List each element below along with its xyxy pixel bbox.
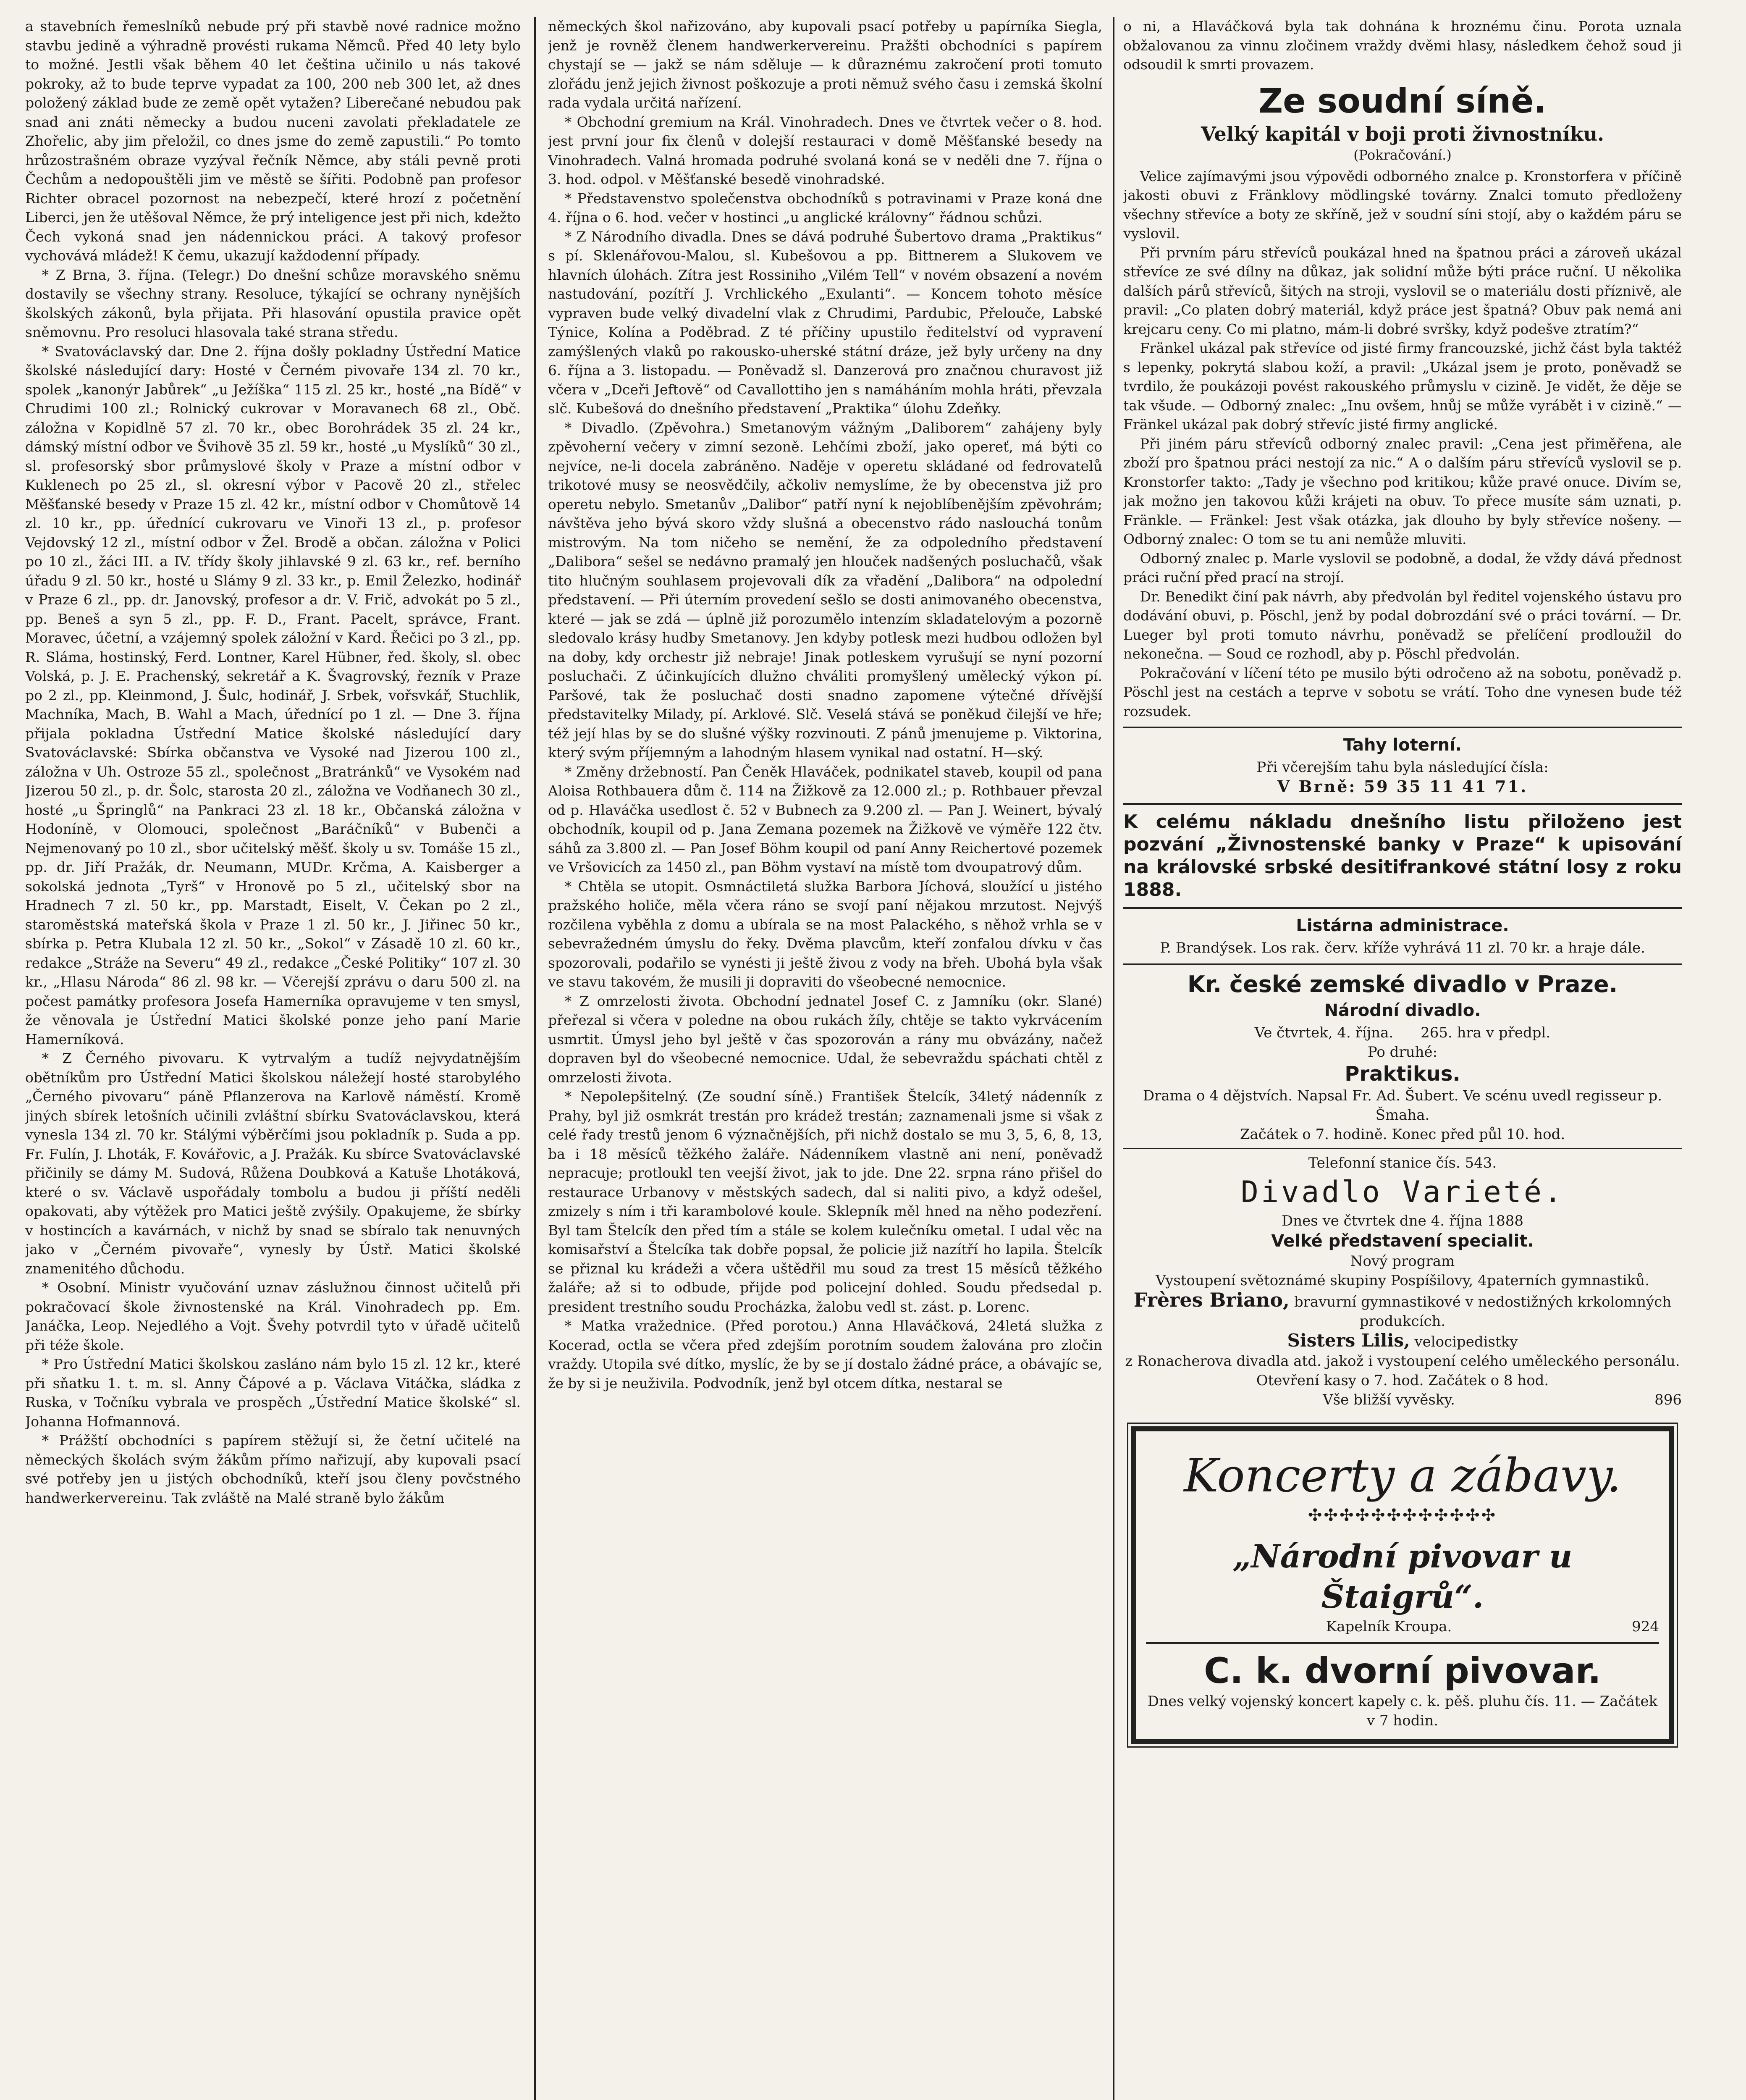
article-paragraph: Při prvním páru střevíců poukázal hned na špatnou práci a zároveň ukázal střevíce ze své dílny na důkaz, jak solidní může býti práce ruční. U několika dalších párů střevíců, šitých na stroji, vyslovil se o materiálu dosti příznivě, ale pravil: „Co platen dobrý materiál, když práce jest špatná? Obuv pak nemá ani krejcaru ceny. Co mi platno, mám-li dobré svršky, když podešve ztratím?“: [1123, 244, 1682, 337]
article-paragraph: * Prážští obchodníci s papírem stěžují si, že četní učitelé na německých školách svým žákům přímo nařizují, aby kupovali psací své potřeby jen u jistých obchodníků, kteří jsou členy povčstného handwerkervereinu. Tak zvláště na Malé straně bylo žákům: [25, 1432, 521, 1506]
article-paragraph: Dr. Benedikt činí pak návrh, aby předvolán byl ředitel vojenského ústavu pro dodávání obuvi, p. Pöschl, jenž by podal dobrozdání své o práci tovární. — Dr. Lueger byl proti tomuto návrhu, poněvadž se přelíčení prodloužil do nekonečna. — Soud ce rozhodl, aby p. Pöschl předvolán.: [1123, 588, 1682, 662]
article-paragraph: německých škol nařizováno, aby kupovali psací potřeby u papírníka Siegla, jenž je rovněž členem handwerkervereinu. Pražšti obchodníci s papírem chystají se — jakž se nám sděluje — k důraznému zakročení proti tomuto zlořádu jenž jejich živnost poškozuje a proti němuž svého času i zemská školní rada vydala určitá nařízení.: [548, 18, 1102, 111]
article-paragraph: * Osobní. Ministr vyučování uznav záslužnou činnost učitelů při pokračovací škole živnostenské na Král. Vinohradech pp. Em. Janáčka, Leop. Nejedlého a Vojt. Švehy potvrdil tyto v úřadě učitelů při téže škole.: [25, 1279, 521, 1353]
court-brewery-text: Dnes velký vojenský koncert kapely c. k. pěš. pluhu čís. 11. — Začátek v 7 hodin.: [1147, 1693, 1658, 1729]
section-title: Ze soudní síně.: [1258, 81, 1547, 121]
column-2: [548, 17, 1102, 2100]
column-divider: [1113, 17, 1114, 2100]
article-paragraph: Pokračování v líčení této pe musilo býti odročeno až na sobotu, poněvadž p. Pöschl jest na cestách a teprve v sobotu se vrátí. Toho dne vynesen bude též rozsudek.: [1123, 664, 1682, 719]
theatre-show-number: 265. hra v předpl.: [1421, 1024, 1551, 1041]
variete-date: Dnes ve čtvrtek dne 4. října 1888: [1281, 1213, 1524, 1229]
theatre-subtitle: Národní divadlo.: [1324, 1001, 1481, 1020]
bandmaster: Kapelník Kroupa.: [1326, 1618, 1452, 1635]
horizontal-rule: [1123, 907, 1682, 909]
article-paragraph: Fränkel ukázal pak střevíce od jisté firmy francouzské, jichž část byla taktéž s lepenky, pokrytá slabou koží, a pravil: „Ukázal jsem je proto, poněvadž se tvrdilo, že poukázoji povést rakouského průmyslu v cizině. Je vidět, že děje se tak všude. — Odborný znalec: „Inu ovšem, hnůj se může vyrábět i v cizině.“ — Fränkel ukázal pak dobrý střevíc jisté firmy anglické.: [1123, 340, 1682, 433]
column-2-text: [548, 17, 1102, 1393]
article-paragraph: a stavebních řemeslníků nebude prý při stavbě nové radnice možno stavbu jedině a výhradně provésti rukama Němců. Před 40 lety bylo to možné. Jestli však během 40 let čeština učinilo u nás takové pokroky, až to bude teprve vypadat za 100, 200 neb 300 let, až dnes položený základ bude ze země opět vytažen? Liberečané nebudou pak snad ani znáti německy a budou nuceni zavolati překladatele ze Zhořelic, aby jim přeložil, co dnes jsme do země zapustili.“ Po tomto hrůzostrašném obraze vyzýval řečník Němce, aby stáli pevně proti Čechům a nedopouštěli jim ve městě se šířiti. Podobně pan profesor Richter obracel pozornost na nebezpečí, které hrozí z početnění Liberci, jen že utěšoval Němce, že prý inteligence jest při nich, kdežto Čech vykoná snad jen nádennickou práci. A takový profesor vychovává mládež! K čemu, ukazují každodenní případy.: [25, 18, 521, 264]
phone-number: Telefonní stanice čís. 543.: [1308, 1155, 1497, 1171]
section-subtitle: Velký kapitál v boji proti živnostníku.: [1201, 122, 1604, 145]
article-paragraph: * Představenstvo společenstva obchodníků s potravinami v Praze koná dne 4. října o 6. hod. večer v hostinci „u anglické královny“ řádnou schůzi.: [548, 190, 1102, 226]
variete-lilie-desc: velocipedistky: [1414, 1334, 1518, 1350]
variete-program: Nový program: [1350, 1253, 1455, 1270]
court-brewery-title: C. k. dvorní pivovar.: [1204, 1650, 1601, 1691]
variete-briano: Frères Briano,: [1133, 1289, 1290, 1311]
article-paragraph: Při jiném páru střevíců odborný znalec pravil: „Cena jest přiměřena, ale zboží pro špatnou práci nestojí za nic.“ A o dalším páru střevíců vyslovil se p. Kronstorfer takto: „Tady je všechno pod kritikou; kůže pravé onuce. Divím se, jak možno jen takovou kůži krájeti na obuv. To přece musíte sám uznati, p. Fränkle. — Fränkel: Jest však otázka, jak dlouho by byly střevíce nošeny. — Odborný znalec: O tom se tu ani nemůže mluviti.: [1123, 435, 1682, 547]
variete-title: Divadlo Varieté.: [1240, 1175, 1565, 1209]
ad-reference-number: 896: [1654, 1391, 1682, 1408]
theatre-date: Ve čtvrtek, 4. října.: [1254, 1024, 1394, 1041]
concerts-title: Koncerty a zábavy.: [1184, 1449, 1621, 1502]
article-paragraph: * Matka vražednice. (Před porotou.) Anna Hlaváčková, 24letá služka z Kocerad, octla se včera před zdejším porotním soudem žalována pro zločin vraždy. Utopila své dítko, myslíc, že by se jí dostalo žádné práce, a obávajíc se, že by si je neuživila. Podvodník, jenž byl otcem dítka, nestaral se: [548, 1318, 1102, 1391]
theatre-play-title: Praktikus.: [1345, 1062, 1460, 1086]
article-paragraph: Velice zajímavými jsou výpovědi odborného znalce p. Kronstorfera v příčině jakosti obuvi z Fränklovy mödlingské továrny. Znalci tomuto předloženy všechny střevíce a boty ze skříně, jež v soudní síni stojí, aby o každém páru se vyslovil.: [1123, 168, 1682, 242]
column-3-text: [1123, 17, 1682, 74]
variete-line: Otevření kasy o 7. hod. Začátek o 8 hod.: [1256, 1372, 1549, 1389]
admin-letters-text: P. Brandýsek. Los rak. červ. kříže vyhrává 11 zl. 70 kr. a hraje dále.: [1160, 940, 1645, 956]
bandmaster-line: [1146, 1617, 1659, 1636]
article-paragraph: Odborný znalec p. Marle vyslovil se podobně, a dodal, že vždy dává přednost práci ruční před prací na strojí.: [1123, 550, 1682, 585]
variete-lilie-line: [1123, 1331, 1682, 1352]
article-paragraph: * Změny držebností. Pan Čeněk Hlaváček, podnikatel staveb, koupil od pana Aloisa Rothbauera dům č. 114 na Žižkově za 12.000 zl.; p. Rothbauer převzal od p. Hlaváčka usedlost č. 52 v Bubnech za 9.200 zl. — Pan J. Weinert, bývalý obchodník, koupil od p. Jana Zemana pozemek na Žižkově ve výměře 122 čtv. sáhů za 3.800 zl. — Pan Josef Böhm koupil od paní Anny Reichertové pozemek ve Vršovicích za 1450 zl., pan Böhm vystaví na místě tom dvoupatrový dům.: [548, 763, 1102, 875]
article-paragraph: * Z Národního divadla. Dnes se dává podruhé Šubertovo drama „Praktikus“ s pí. Sklenářovou-Malou, sl. Kubešovou a pp. Bittnerem a Slukovem ve hlavních úlohách. Zítra jest Rossiniho „Vilém Tell“ v novém obsazení a novém nastudování, pozítří J. Vrchlického „Exulanti“. — Koncem tohoto měsíce vypraven bude velký divadelní vlak z Chrudimi, Pardubic, Přelouče, Labské Týnice, Kolína a Poděbrad. Z té příčiny upustilo ředitelství od vypravení zamýšlených vlaků po rakousko-uherské státní dráze, jež byly určeny na dny 6. října a 3. listopadu. — Poněvadž sl. Danzerová pro značnou churavost již včera v „Dceři Jeftově“ od Cavallottiho jen s namáháním mohla hráti, převzala slč. Kubešová do dnešního představení „Praktika“ úlohu Zdeňky.: [548, 228, 1102, 417]
article-paragraph: * Z Brna, 3. října. (Telegr.) Do dnešní schůze moravského sněmu dostavily se všechny strany. Resoluce, týkající se ochrany nynějších školských zákonů, byla přijata. Při hlasování opustila pravice opět sněmovnu. Pro resoluci hlasovala také strana středu.: [25, 266, 521, 340]
theatre-first-note: Po druhé:: [1367, 1044, 1438, 1060]
horizontal-rule: [1123, 1148, 1682, 1149]
article-paragraph: * Nepolepšitelný. (Ze soudní síně.) František Štelcík, 34letý nádenník z Prahy, byl již osmkrát trestán pro krádež trestán; zaznamenali jsme si však z celé řady trestů jenom 6 význačnějších, při nichž dostalo se mu 3, 5, 6, 8, 13, ba i 18 měsíců těžkého žaláře. Nádenníkem vlastně ani není, poněvadž nepracuje; protloukl ten veejší život, jak to jde. Dne 22. srpna ráno přišel do restaurace Urbanovy v městských sadech, dal si naliti pivo, a když odešel, zmizely s ním i tři karambolové koule. Sklepník měl hned na něho podezření. Byl tam Štelcík den před tím a stále se kolem kulečníku ometal. I udal věc na komisařství a Štelcíka tak dobře popsal, že policie již nazítří ho lapila. Štelcík se přiznal ku krádeži a včera uštědřil mu soud za trest 15 měsíců těžkého žaláře; až si to odbude, přijde pod policejní dohled. Soudu předsedal p. president trestního soudu Procházka, žalobu vedl st. zást. p. Lorenc.: [548, 1088, 1102, 1315]
horizontal-rule: [1123, 727, 1682, 728]
section-continuation: (Pokračování.): [1353, 147, 1452, 163]
supplement-notice: K celému nákladu dnešního listu přiloženo jest pozvání „Živnostenské banky v Praze“ k upisování na královské srbské desitifrankové státní losy z roku 1888.: [1123, 811, 1682, 900]
brewery-name: „Národní pivovar u Štaigrů“.: [1232, 1538, 1573, 1615]
theatre-play-description: Drama o 4 dějstvích. Napsal Fr. Ad. Šubert. Ve scénu uvedl regisseur p. Šmaha.: [1143, 1087, 1662, 1124]
article-paragraph: * Svatováclavský dar. Dne 2. října došly pokladny Ústřední Matice školské následující dary: Hosté v Černém pivovaře 134 zl. 70 kr., spolek „kanonýr Jabůrek“ „u Ježíška“ 115 zl. 25 kr., hosté „na Bídě“ v Chrudimi 100 zl.; Rolnický cukrovar v Moravanech 68 zl., Obč. záložna v Kopidlně 57 zl. 70 kr., obec Borohrádek 35 zl. 24 kr., dámský místní odbor ve Švihově 35 zl. 59 kr., hosté „u Myslíků“ 30 zl., sl. profesorský sbor průmyslové školy v Praze a místní odbor v Kuklenech po 25 zl., sl. okresní výbor v Pacově 20 zl., střelec Měšťanské besedy v Praze 15 zl. 42 kr., místní odbor v Chomůtově 14 zl. 10 kr., pp. úřednící cukrovaru ve Vinoři 13 zl., p. profesor Vejdovský 12 zl., místní odbor v Žel. Brodě a občan. záložna v Polici po 10 zl., žáci III. a IV. třídy školy jihlavské 9 zl. 63 kr., ref. berního úřadu 9 zl. 50 kr., hosté u Slámy 9 zl. 33 kr., p. Emil Železko, hodinář v Praze 6 zl., pp. dr. Janovský, profesor a dr. V. Frič, advokát po 5 zl., pp. Beneš a syn 5 zl., pp. F. D., Frant. Pacelt, správce, Frant. Moravec, účetní, a vzájemný spolek záložní v Kard. Řečici po 3 zl., pp. R. Sláma, hostinský, Ferd. Lontner, Karel Hübner, řed. školy, sl. obec Volská, p. J. E. Prachenský, sekretář a K. Švagrovský, řezník v Praze po 2 zl., pp. Kleinmond, J. Šulc, hodinář, J. Srbek, vořsvkář, Stuchlik, Machníka, Mach, B. Wahl a Mach, úřednící po 1 zl. — Dne 3. října přijala pokladna Ústřední Matice školské následující dary Svatováclavské: Sbírka občanstva ve Vysoké nad Jizerou 100 zl., záložna v Uh. Ostroze 55 zl., společnost „Bratránků“ ve Vysokém nad Jizerou 50 zl., p. dr. Šolc, starosta 20 zl., záložna ve Vodňanech 30 zl., hosté „u Špringlů“ na Pankraci 23 zl. 18 kr., Občanská záložna v Hodoníně, v Olomouci, společnost „Baráčníků“ v Bubenči a Nejmenovaný po 10 zl., sbor učitelský měšť. školy u sv. Tomáše 15 zl., pp. dr. Jiří Pražák, dr. Neumann, MUDr. Krčma, A. Kaisberger a sokolská jednota „Tyrš“ v Hronově po 5 zl., učitelský sbor na Hradnech 7 zl. 50 kr., pp. Marstadt, Eiselt, V. Čekan po 2 zl., staroměstská mateřská škola v Praze 1 zl. 50 kr., J. Jiřinec 50 kr., sbírka p. Petra Klubala 12 zl. 50 kr., „Sokol“ v Zásadě 10 zl. 60 kr., redakce „Stráže na Severu“ 49 zl., redakce „České Politiky“ 107 zl. 30 kr., „Hlasu Národa“ 86 zl. 98 kr. — Včerejší zprávu o daru 500 zl. na počest památky profesora Josefa Hamerníka opravujeme v ten smysl, že věnovala je Ústřední Matici školské ponze jeho paní Marie Hamerníková.: [25, 343, 521, 1047]
article-paragraph: o ni, a Hlaváčková byla tak dohnána k hroznému činu. Porota uznala obžalovanou za vinnu zločinem vraždy dvěmi hlasy, následkem čehož soud ji odsoudil k smrti provazem.: [1123, 18, 1682, 73]
lottery-text: Při včerejším tahu byla následující čísla:: [1256, 759, 1549, 776]
admin-letters-title: Listárna administrace.: [1296, 916, 1509, 935]
theatre-title: Kr. české zemské divadlo v Praze.: [1187, 971, 1618, 998]
lottery-title: Tahy loterní.: [1343, 735, 1462, 755]
variete-line: Vše bližší vyvěsky.: [1323, 1391, 1455, 1408]
column-3: [1123, 17, 1682, 2100]
column-divider: [534, 17, 536, 2100]
variete-line: z Ronacherova divadla atd. jakož i vystoupení celého uměleckého personálu.: [1125, 1353, 1680, 1370]
column-1-text: [25, 17, 521, 1507]
horizontal-rule: [1123, 963, 1682, 965]
variete-line: Vystoupení světoznámé skupiny Pospíšilovy, 4paterních gymnastiků.: [1155, 1272, 1650, 1289]
lottery-numbers-value: V Brně: 59 35 11 41 71.: [1277, 777, 1528, 796]
article-paragraph: * Chtěla se utopit. Osmnáctiletá služka Barbora Jíchová, sloužící u jistého pražského holiče, měla včera ráno se svojí paní nějakou mrzutost. Nejvýš rozčilena vyběhla z domu a ubírala se na most Palackého, s něhož vrhla se v sebevražedném úmyslu do řeky. Dvěma plavcům, kteří zonfalou dívku v čas spozorovali, podařilo se vynésti ji ještě živou z vody na břeh. Ubohá byla však ve stavu takovém, že musili ji dopraviti do všeobecné nemocnice.: [548, 878, 1102, 990]
newspaper-page: [25, 0, 1713, 2100]
court-report-text: [1123, 167, 1682, 721]
column-1: [25, 17, 521, 2100]
variete-special: Velké představení specialit.: [1271, 1231, 1534, 1251]
ornament-divider: ✣✣✣✣✣✣✣✣✣✣✣✣: [1308, 1506, 1497, 1525]
variete-lilie: Sisters Lilis,: [1287, 1330, 1410, 1351]
variete-briano-desc: bravurní gymnastikové v nedostižných krkolomných produkcích.: [1294, 1294, 1672, 1330]
horizontal-rule: [1146, 1642, 1659, 1644]
lottery-numbers: [1123, 777, 1682, 797]
article-paragraph: * Z omrzelosti života. Obchodní jednatel Josef C. z Jamníku (okr. Slané) přeřezal si včera v poledne na obou rukách žíly, chtěje se takto vykrvácením usmrtit. Úmysl jeho byl ještě v čas spozorován a rány mu obvázány, načež dopraven byl do všeobecné nemocnice. Udal, že sebevraždu spáchati chtěl z omrzelosti života.: [548, 992, 1102, 1086]
theatre-time: Začátek o 7. hodině. Konec před půl 10. hod.: [1240, 1126, 1565, 1143]
article-paragraph: * Pro Ústřední Matici školskou zasláno nám bylo 15 zl. 12 kr., které při sňatku 1. t. m. sl. Anny Čápové a p. Václava Vitáčka, sládka z Ruska, v Točníku vybrala ve prospěch „Ústřední Matice školské“ sl. Johanna Hofmannová.: [25, 1356, 521, 1430]
variete-briano-line: [1123, 1290, 1682, 1331]
article-paragraph: * Obchodní gremium na Král. Vinohradech. Dnes ve čtvrtek večer o 8. hod. jest první jour fix členů v dolejší restauraci v domě Měšťanské besedy na Vinohradech. Valná hromada podruhé svolaná koná se v neděli dne 7. října o 3. hod. odpol. v Měšťanské besedě vinohradské.: [548, 113, 1102, 187]
ad-reference-number: 924: [1632, 1618, 1659, 1635]
concerts-frame: [1131, 1426, 1674, 1744]
theatre-date-line: [1123, 1023, 1682, 1042]
horizontal-rule: [1123, 803, 1682, 805]
article-paragraph: * Z Černého pivovaru. K vytrvalým a tudíž nejvydatnějším obětníkům pro Ústřední Matici školskou náležejí hosté starobylého „Černého pivovaru“ páně Pflanzerova na Karlově náměstí. Kromě jiných sbírek letošních učinili zvláštní sbírku Svatováclavskou, která vynesla 134 zl. 70 kr. Stálými výběrčími jsou pokladník p. Suda a pp. Fr. Fulín, J. Lhoták, F. Kovářovic, a J. Pražák. Ku sbírce Svatováclavské přičinily se dámy M. Sudová, Růžena Doubková a Katuše Lhotáková, které o sv. Václavě uspořádaly tombolu a budou ji příští neděli opakovati, aby výtěžek pro Matici ještě zvýšily. Opakujeme, že sbírky v hostincích a kavárnách, v nichž by snad se sbíralo tak nenuvných jako v „Černém pivovaře“, vynesly by Ústř. Matici školské znamenitého důchodu.: [25, 1050, 521, 1277]
article-paragraph: * Divadlo. (Zpěvohra.) Smetanovým vážným „Daliborem“ zahájeny byly zpěvoherní večery v zimní sezoně. Lehčími zboží, jako opereť, má býti co nejvíce, ne-li docela zabráněno. Naděje v operetu skládané od fedrovatelů trikotové musy se neosvědčily, ačkoliv nemyslíme, že by obecenstva již pro operetu nebylo. Smetanův „Dalibor“ patří nyní k nejoblíbenějším zpěvohrám; návštěva jeho bývá skoro vždy slušná a obecenstvo rádo naslouchá tonům mistrovým. Na tom ničeho se nemění, že za odpoledního představení „Dalibora“ sešel se nedávno pramalý jen hlouček nadšených posluchačů, však tito hlučným souhlasem projevovali dík za vřadění „Dalibora“ na odpolední představení. — Při úterním provedení sešlo se dosti animovaného obecenstva, které — jak se zdá — úplně již porozumělo intenzím skladatelovým a pozorně sledovalo krásy hudby Smetanovy. Jen kdyby potlesk mezi hudbou odložen byl na doby, kdy orchestr již nebraje! Jinak potleskem vyrušují se nyní pozorní posluchači. Z účinkujících dlužno chváliti promyšlený umělecký výkon pí. Paršové, tak že posluchač dosti snadno zapomene výtečné dřívější představitelky Milady, pí. Arklové. Slč. Veselá stává se poněkud čilejší ve hře; též její hlas by se do slušné výšky rozvinouti. Z pánů jmenujeme p. Viktorina, který svým příjemným a lahodným hlasem vynikal nad ostatní. H—ský.: [548, 419, 1102, 761]
variete-line-with-ref: [1123, 1390, 1682, 1410]
